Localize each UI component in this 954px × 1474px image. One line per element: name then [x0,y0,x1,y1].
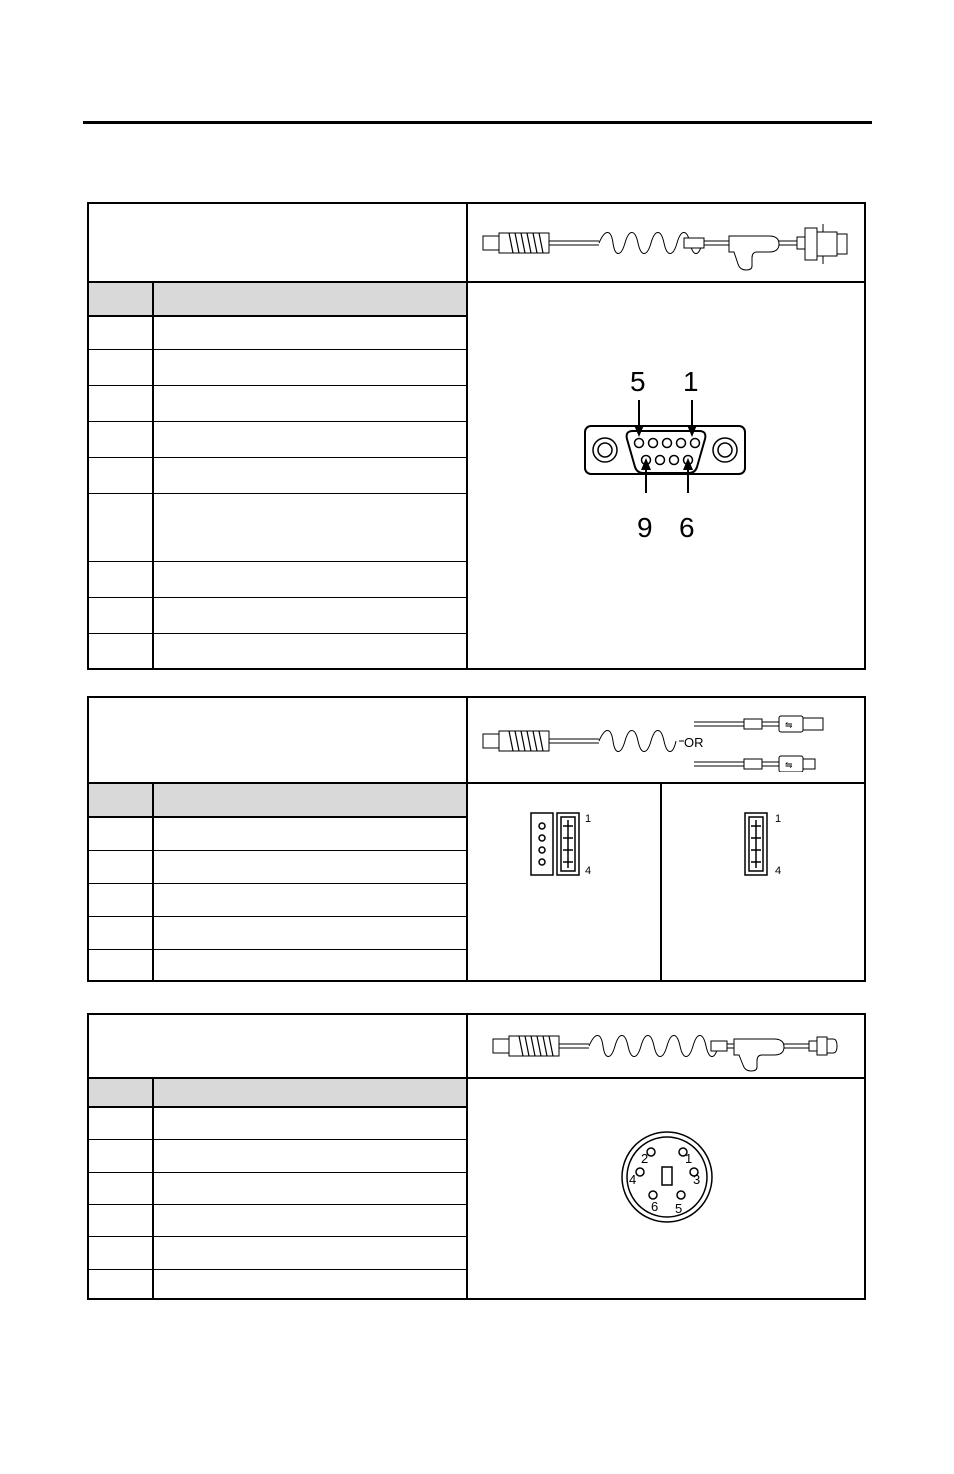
svg-text:⇋: ⇋ [785,760,793,770]
din-pin-3: 3 [693,1172,701,1187]
or-label: OR [684,735,704,750]
ps2-cable-icon [479,1021,859,1073]
column-divider [466,698,468,980]
din-pin-2: 2 [641,1151,649,1166]
pin-table-header [89,1079,466,1106]
ps2-cable-block [87,1013,866,1300]
pin-label-5: 5 [630,366,646,397]
din-pin-6: 6 [651,1199,659,1214]
column-divider [466,204,468,668]
pin-label-6: 6 [679,512,695,543]
pin-table-header [89,784,466,816]
pin-label-1: 1 [585,813,592,825]
svg-text:⇋: ⇋ [785,720,793,730]
column-divider [466,1015,468,1298]
db9-connector-diagram [579,359,759,549]
pin-label-4: 4 [585,865,592,877]
pin-label-1: 1 [775,813,782,825]
pin-label-4: 4 [775,865,782,877]
pin-table-header [89,283,466,315]
top-rule [83,121,872,124]
connector-divider [660,784,662,980]
mini-din-connector-diagram [617,1127,717,1227]
usb-cable-block [87,696,866,982]
pin-label-1: 1 [683,366,699,397]
usb-cable-icon [479,712,859,772]
pin-column-divider [152,1079,154,1298]
serial-cable-icon [479,216,859,271]
serial-cable-block [87,202,866,670]
pin-column-divider [152,784,154,980]
pin-column-divider [152,283,154,668]
din-pin-4: 4 [629,1172,637,1187]
pin-label-9: 9 [637,512,653,543]
din-pin-5: 5 [675,1201,683,1216]
usb-connector-left-diagram [527,810,607,882]
din-pin-1: 1 [685,1151,693,1166]
usb-connector-right-diagram [741,810,801,882]
